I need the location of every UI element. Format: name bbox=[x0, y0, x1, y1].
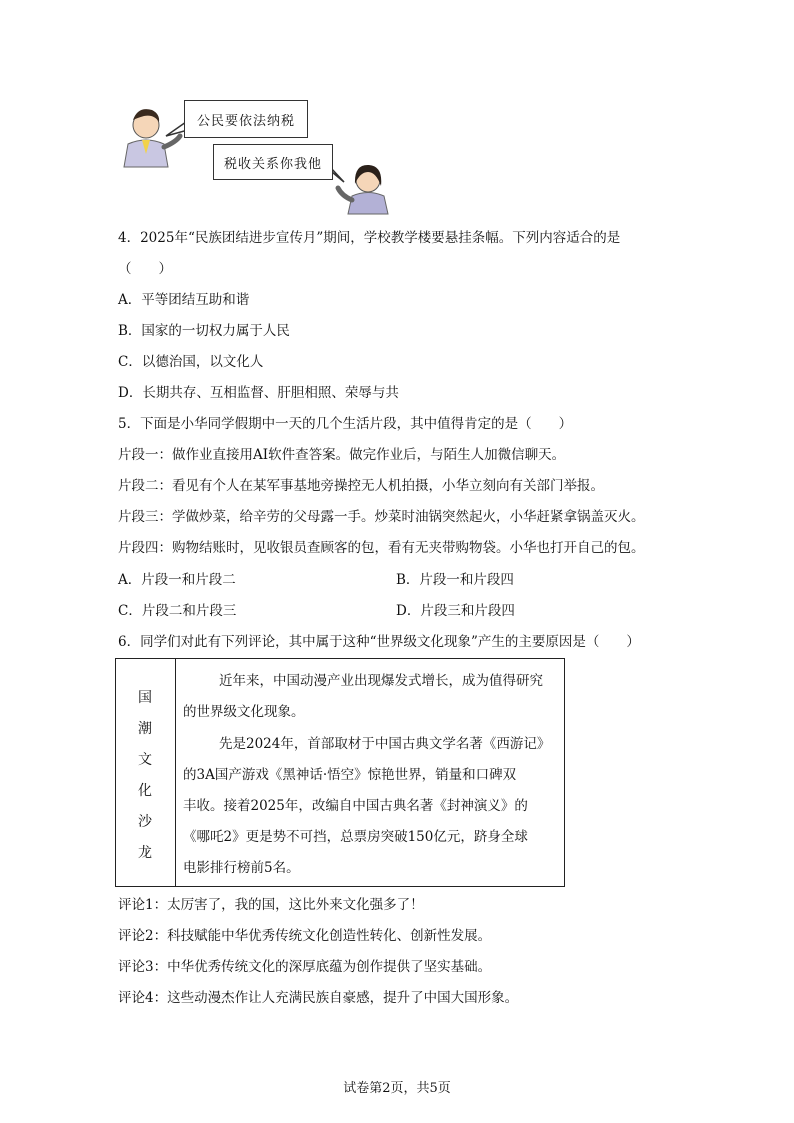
q4-option-c: C．以德治国，以文化人 bbox=[118, 354, 264, 370]
bubble-girl-text: 税收关系你我他 bbox=[223, 156, 322, 172]
material-box-label bbox=[116, 659, 176, 886]
q4-option-d: D．长期共存、互相监督、肝胆相照、荣辱与共 bbox=[118, 385, 399, 401]
tax-illustration bbox=[118, 92, 398, 217]
page-footer: 试卷第2页，共5页 bbox=[343, 1081, 451, 1096]
q6-stem: 6．同学们对此有下列评论，其中属于这种“世界级文化现象”产生的主要原因是（ ） bbox=[118, 634, 640, 650]
label-char: 龙 bbox=[138, 845, 152, 861]
label-char: 化 bbox=[138, 783, 152, 799]
q5-option-c: C．片段二和片段三 bbox=[118, 603, 237, 619]
label-char: 文 bbox=[138, 752, 152, 768]
comment-2: 评论2：科技赋能中华优秀传统文化创造性转化、创新性发展。 bbox=[118, 928, 492, 944]
q5-option-b: B．片段一和片段四 bbox=[396, 572, 514, 588]
q5-stem: 5．下面是小华同学假期中一天的几个生活片段，其中值得肯定的是（ ） bbox=[118, 416, 573, 432]
comment-4: 评论4：这些动漫杰作让人充满民族自豪感，提升了中国大国形象。 bbox=[118, 990, 519, 1006]
material-box bbox=[115, 658, 565, 887]
label-char: 潮 bbox=[138, 721, 152, 737]
bubble-boy-text: 公民要依法纳税 bbox=[196, 113, 295, 129]
material-line: 丰收。接着2025年，改编自中国古典名著《封神演义》的 bbox=[183, 798, 528, 814]
material-line: 《哪吒2》更是势不可挡，总票房突破150亿元，跻身全球 bbox=[183, 829, 528, 845]
q4-stem: 4．2025年“民族团结进步宣传月”期间，学校教学楼要悬挂条幅。下列内容适合的是 bbox=[118, 230, 621, 246]
q5-option-d: D．片段三和片段四 bbox=[396, 603, 515, 619]
label-char: 国 bbox=[138, 690, 152, 706]
speech-bubble-boy bbox=[184, 100, 308, 138]
speech-bubble-girl bbox=[213, 144, 333, 180]
comment-1: 评论1：太厉害了，我的国，这比外来文化强多了！ bbox=[118, 897, 424, 913]
material-line: 近年来，中国动漫产业出现爆发式增长，成为值得研究 bbox=[219, 673, 543, 689]
q5-fragment-3: 片段三：学做炒菜，给辛劳的父母露一手。炒菜时油锅突然起火，小华赶紧拿锅盖灭火。 bbox=[118, 509, 645, 525]
q5-fragment-2: 片段二：看见有个人在某军事基地旁操控无人机拍摄，小华立刻向有关部门举报。 bbox=[118, 478, 604, 494]
q4-option-b: B．国家的一切权力属于人民 bbox=[118, 323, 290, 339]
label-char: 沙 bbox=[138, 814, 152, 830]
material-line: 的3A国产游戏《黑神话·悟空》惊艳世界，销量和口碑双 bbox=[183, 767, 517, 783]
q5-option-a: A．片段一和片段二 bbox=[118, 572, 236, 588]
q5-fragment-1: 片段一：做作业直接用AI软件查答案。做完作业后，与陌生人加微信聊天。 bbox=[118, 447, 566, 463]
q4-option-a: A．平等团结互助和谐 bbox=[118, 292, 250, 308]
q4-blank: （ ） bbox=[118, 261, 172, 277]
material-line: 的世界级文化现象。 bbox=[183, 704, 305, 720]
material-line: 先是2024年，首部取材于中国古典文学名著《西游记》 bbox=[219, 736, 551, 752]
material-line: 电影排行榜前5名。 bbox=[183, 860, 300, 876]
comment-3: 评论3：中华优秀传统文化的深厚底蕴为创作提供了坚实基础。 bbox=[118, 959, 492, 975]
q5-fragment-4: 片段四：购物结账时，见收银员查顾客的包，看有无夹带购物袋。小华也打开自己的包。 bbox=[118, 540, 645, 556]
